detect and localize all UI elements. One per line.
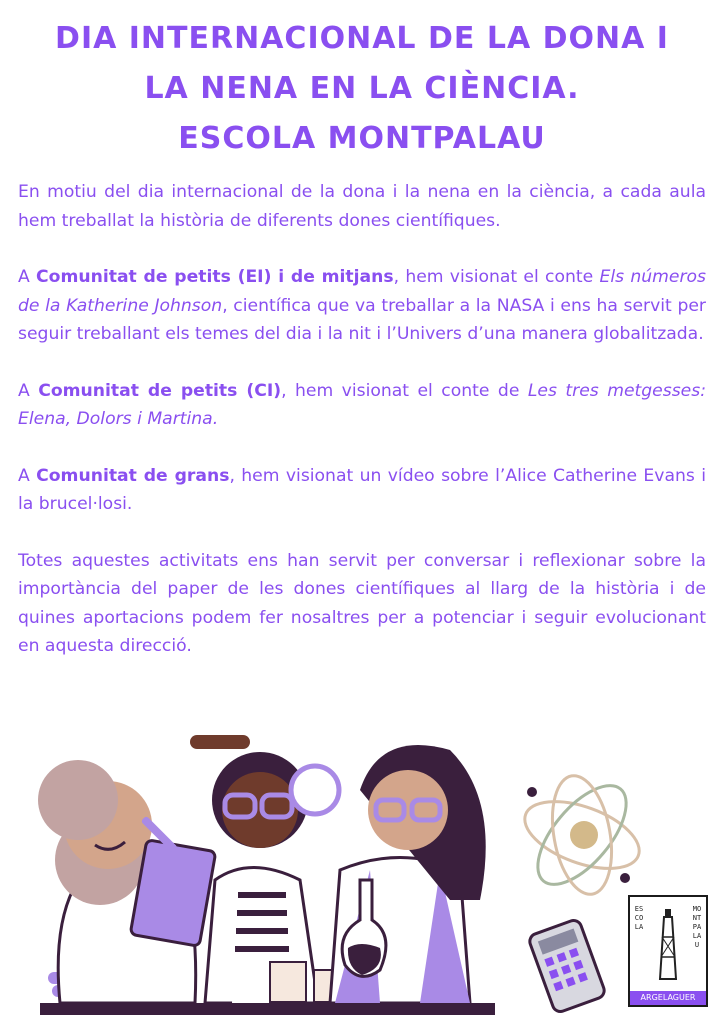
girl-right [330, 745, 486, 1003]
text-span: A [18, 267, 37, 287]
italic-span: Els números de la Katherine Johnson [18, 267, 706, 316]
table-edge [40, 1003, 495, 1015]
bold-span: Comunitat de petits (CI) [38, 380, 282, 401]
logo-text-argelaguer: ARGELAGUER [630, 991, 706, 1005]
logo-text-escola: ESCOLA [634, 905, 644, 931]
title-line-1: DIA INTERNACIONAL DE LA DONA I [55, 21, 669, 56]
title-line-3: ESCOLA MONTPALAU [178, 121, 546, 156]
logo-text-montpalau: MONTPALAU [692, 905, 702, 949]
slide-box [270, 962, 306, 1002]
girl-left [38, 760, 216, 1003]
face [368, 770, 448, 850]
italic-span: Les tres metgesses: Elena, Dolors i Martina. [18, 380, 706, 429]
clipboard-icon [130, 840, 216, 947]
text-span: , científica que va treballar a la NASA i ens ha servit per seguir treballant els temes del dia i la nit i l’Univers d’una manera globalitzada. [18, 295, 706, 344]
title-line-2: LA NENA EN LA CIÈNCIA. [144, 71, 580, 106]
text-span: A [18, 465, 37, 486]
bold-span: Comunitat de grans [36, 465, 230, 486]
tower-icon [630, 897, 706, 993]
atom-icon [516, 771, 648, 899]
text-span: , hem visionat el conte de [281, 380, 528, 401]
bold-span: Comunitat de petits (EI) i de mitjans [36, 267, 394, 287]
calculator-icon [528, 918, 607, 1014]
paragraph-intro: En motiu del dia internacional de la dona i la nena en la ciència, a cada aula hem treballat la història de diferents dones científiques. [18, 182, 706, 231]
text-span: , hem visionat un vídeo sobre l’Alice Catherine Evans i la brucel·losi. [18, 465, 706, 514]
paragraph-conclusion: Totes aquestes activitats ens han servit per conversar i reflexionar sobre la importància del paper de les dones científiques al llarg de la història i de quines aportacions podem fer nosaltres per a potenciar i seguir evolucionant en aquesta direcció. [18, 550, 706, 656]
text-span: , hem visionat el conte [393, 267, 600, 287]
school-logo [628, 895, 708, 1007]
magnifier-icon [291, 766, 339, 814]
text-span: A [18, 380, 39, 401]
